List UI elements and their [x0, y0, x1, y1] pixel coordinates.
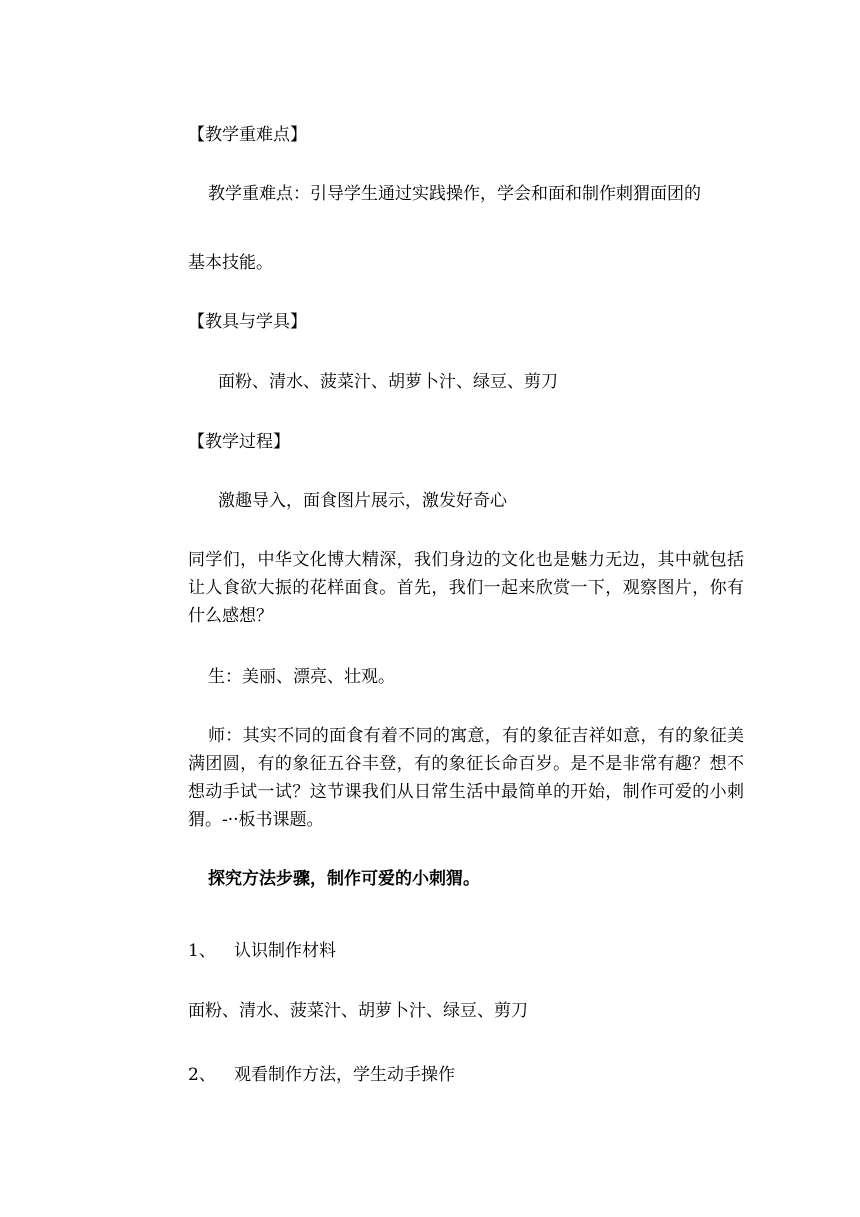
tools-text: 面粉、清水、菠菜汁、胡萝卜汁、绿豆、剪刀 [218, 372, 558, 392]
process-heading: 【教学过程】 [188, 432, 290, 452]
step2-number: 2、 [188, 1065, 216, 1085]
key-points-heading: 【教学重难点】 [188, 125, 307, 145]
student-reply: 生：美丽、漂亮、壮观。 [208, 667, 395, 687]
explore-title: 探究方法步骤，制作可爱的小刺猬。 [208, 869, 480, 889]
step1 [188, 941, 336, 961]
step1-number: 1、 [188, 941, 216, 961]
step2-text: 观看制作方法，学生动手操作 [234, 1065, 455, 1085]
tools-heading: 【教具与学具】 [188, 312, 307, 332]
intro-title: 激趣导入，面食图片展示，激发好奇心 [218, 491, 507, 511]
step2 [188, 1065, 455, 1085]
teacher-paragraph: 师：其实不同的面食有着不同的寓意，有的象征吉祥如意，有的象征美满团圆，有的象征五谷丰登，有的象征长命百岁。是不是非常有趣？想不想动手试一试？这节课我们从日常生活中最简单的开始，制作可爱的小刺猬。-··板书课题。 [188, 726, 744, 830]
intro-paragraph: 同学们，中华文化博大精深，我们身边的文化也是魅力无边，其中就包括让人食欲大振的花样面食。首先，我们一起来欣赏一下，观察图片，你有什么感想？ [188, 550, 744, 626]
key-points-text-line2: 基本技能。 [188, 253, 273, 273]
materials-text: 面粉、清水、菠菜汁、胡萝卜汁、绿豆、剪刀 [188, 1001, 528, 1021]
step1-text: 认识制作材料 [234, 941, 336, 961]
key-points-text-line1: 教学重难点：引导学生通过实践操作，学会和面和制作刺猬面团的 [208, 184, 701, 204]
